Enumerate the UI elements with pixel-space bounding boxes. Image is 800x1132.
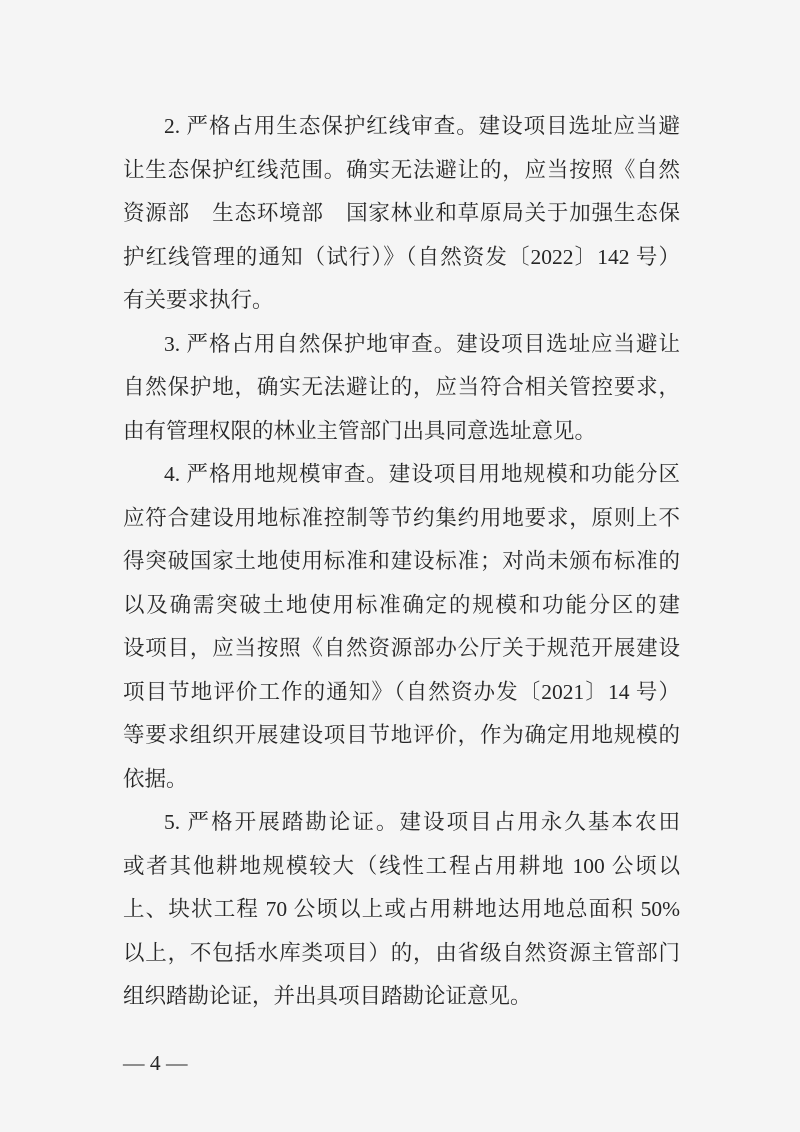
text-line: 以及确需突破土地使用标准确定的规模和功能分区的建 bbox=[123, 592, 680, 617]
text-line: 项目节地评价工作的通知》（自然资办发〔2021〕14 号） bbox=[123, 679, 680, 704]
text-line: 或者其他耕地规模较大（线性工程占用耕地 100 公顷以 bbox=[123, 853, 680, 878]
paragraph-item-4 bbox=[123, 453, 680, 801]
paragraph-heading-line: 5. 严格开展踏勘论证。建设项目占用永久基本农田 bbox=[164, 810, 680, 834]
text-line: 得突破国家土地使用标准和建设标准；对尚未颁布标准的 bbox=[123, 549, 680, 573]
text-line: 应符合建设用地标准控制等节约集约用地要求，原则上不 bbox=[123, 505, 680, 530]
paragraph-heading-line: 3. 严格占用自然保护地审查。建设项目选址应当避让 bbox=[164, 331, 680, 356]
text-line: 资源部 生态环境部 国家林业和草原局关于加强生态保 bbox=[123, 201, 680, 225]
text-line: 让生态保护红线范围。确实无法避让的，应当按照《自然 bbox=[123, 157, 680, 182]
text-line: 由有管理权限的林业主管部门出具同意选址意见。 bbox=[123, 418, 597, 443]
text-line: 等要求组织开展建设项目节地评价，作为确定用地规模的 bbox=[123, 723, 680, 747]
text-line: 组织踏勘论证，并出具项目踏勘论证意见。 bbox=[123, 984, 532, 1008]
text-line: 以上，不包括水库类项目）的，由省级自然资源主管部门 bbox=[123, 940, 680, 965]
text-line: 设项目，应当按照《自然资源部办公厅关于规范开展建设 bbox=[123, 636, 680, 660]
paragraph-item-2 bbox=[123, 105, 680, 323]
text-line: 护红线管理的通知（试行）》（自然资发〔2022〕142 号） bbox=[123, 244, 680, 269]
document-body bbox=[123, 105, 680, 1019]
paragraph-heading-line: 2. 严格占用生态保护红线审查。建设项目选址应当避 bbox=[164, 114, 680, 138]
text-line: 依据。 bbox=[123, 766, 188, 791]
paragraph-item-5 bbox=[123, 801, 680, 1019]
paragraph-item-3 bbox=[123, 323, 680, 454]
text-line: 上、块状工程 70 公顷以上或占用耕地达用地总面积 50% bbox=[123, 897, 680, 921]
page-number: — 4 — bbox=[123, 1051, 188, 1075]
text-line: 有关要求执行。 bbox=[123, 288, 274, 312]
paragraph-heading-line: 4. 严格用地规模审查。建设项目用地规模和功能分区 bbox=[164, 462, 680, 486]
text-line: 自然保护地，确实无法避让的，应当符合相关管控要求， bbox=[123, 375, 680, 399]
